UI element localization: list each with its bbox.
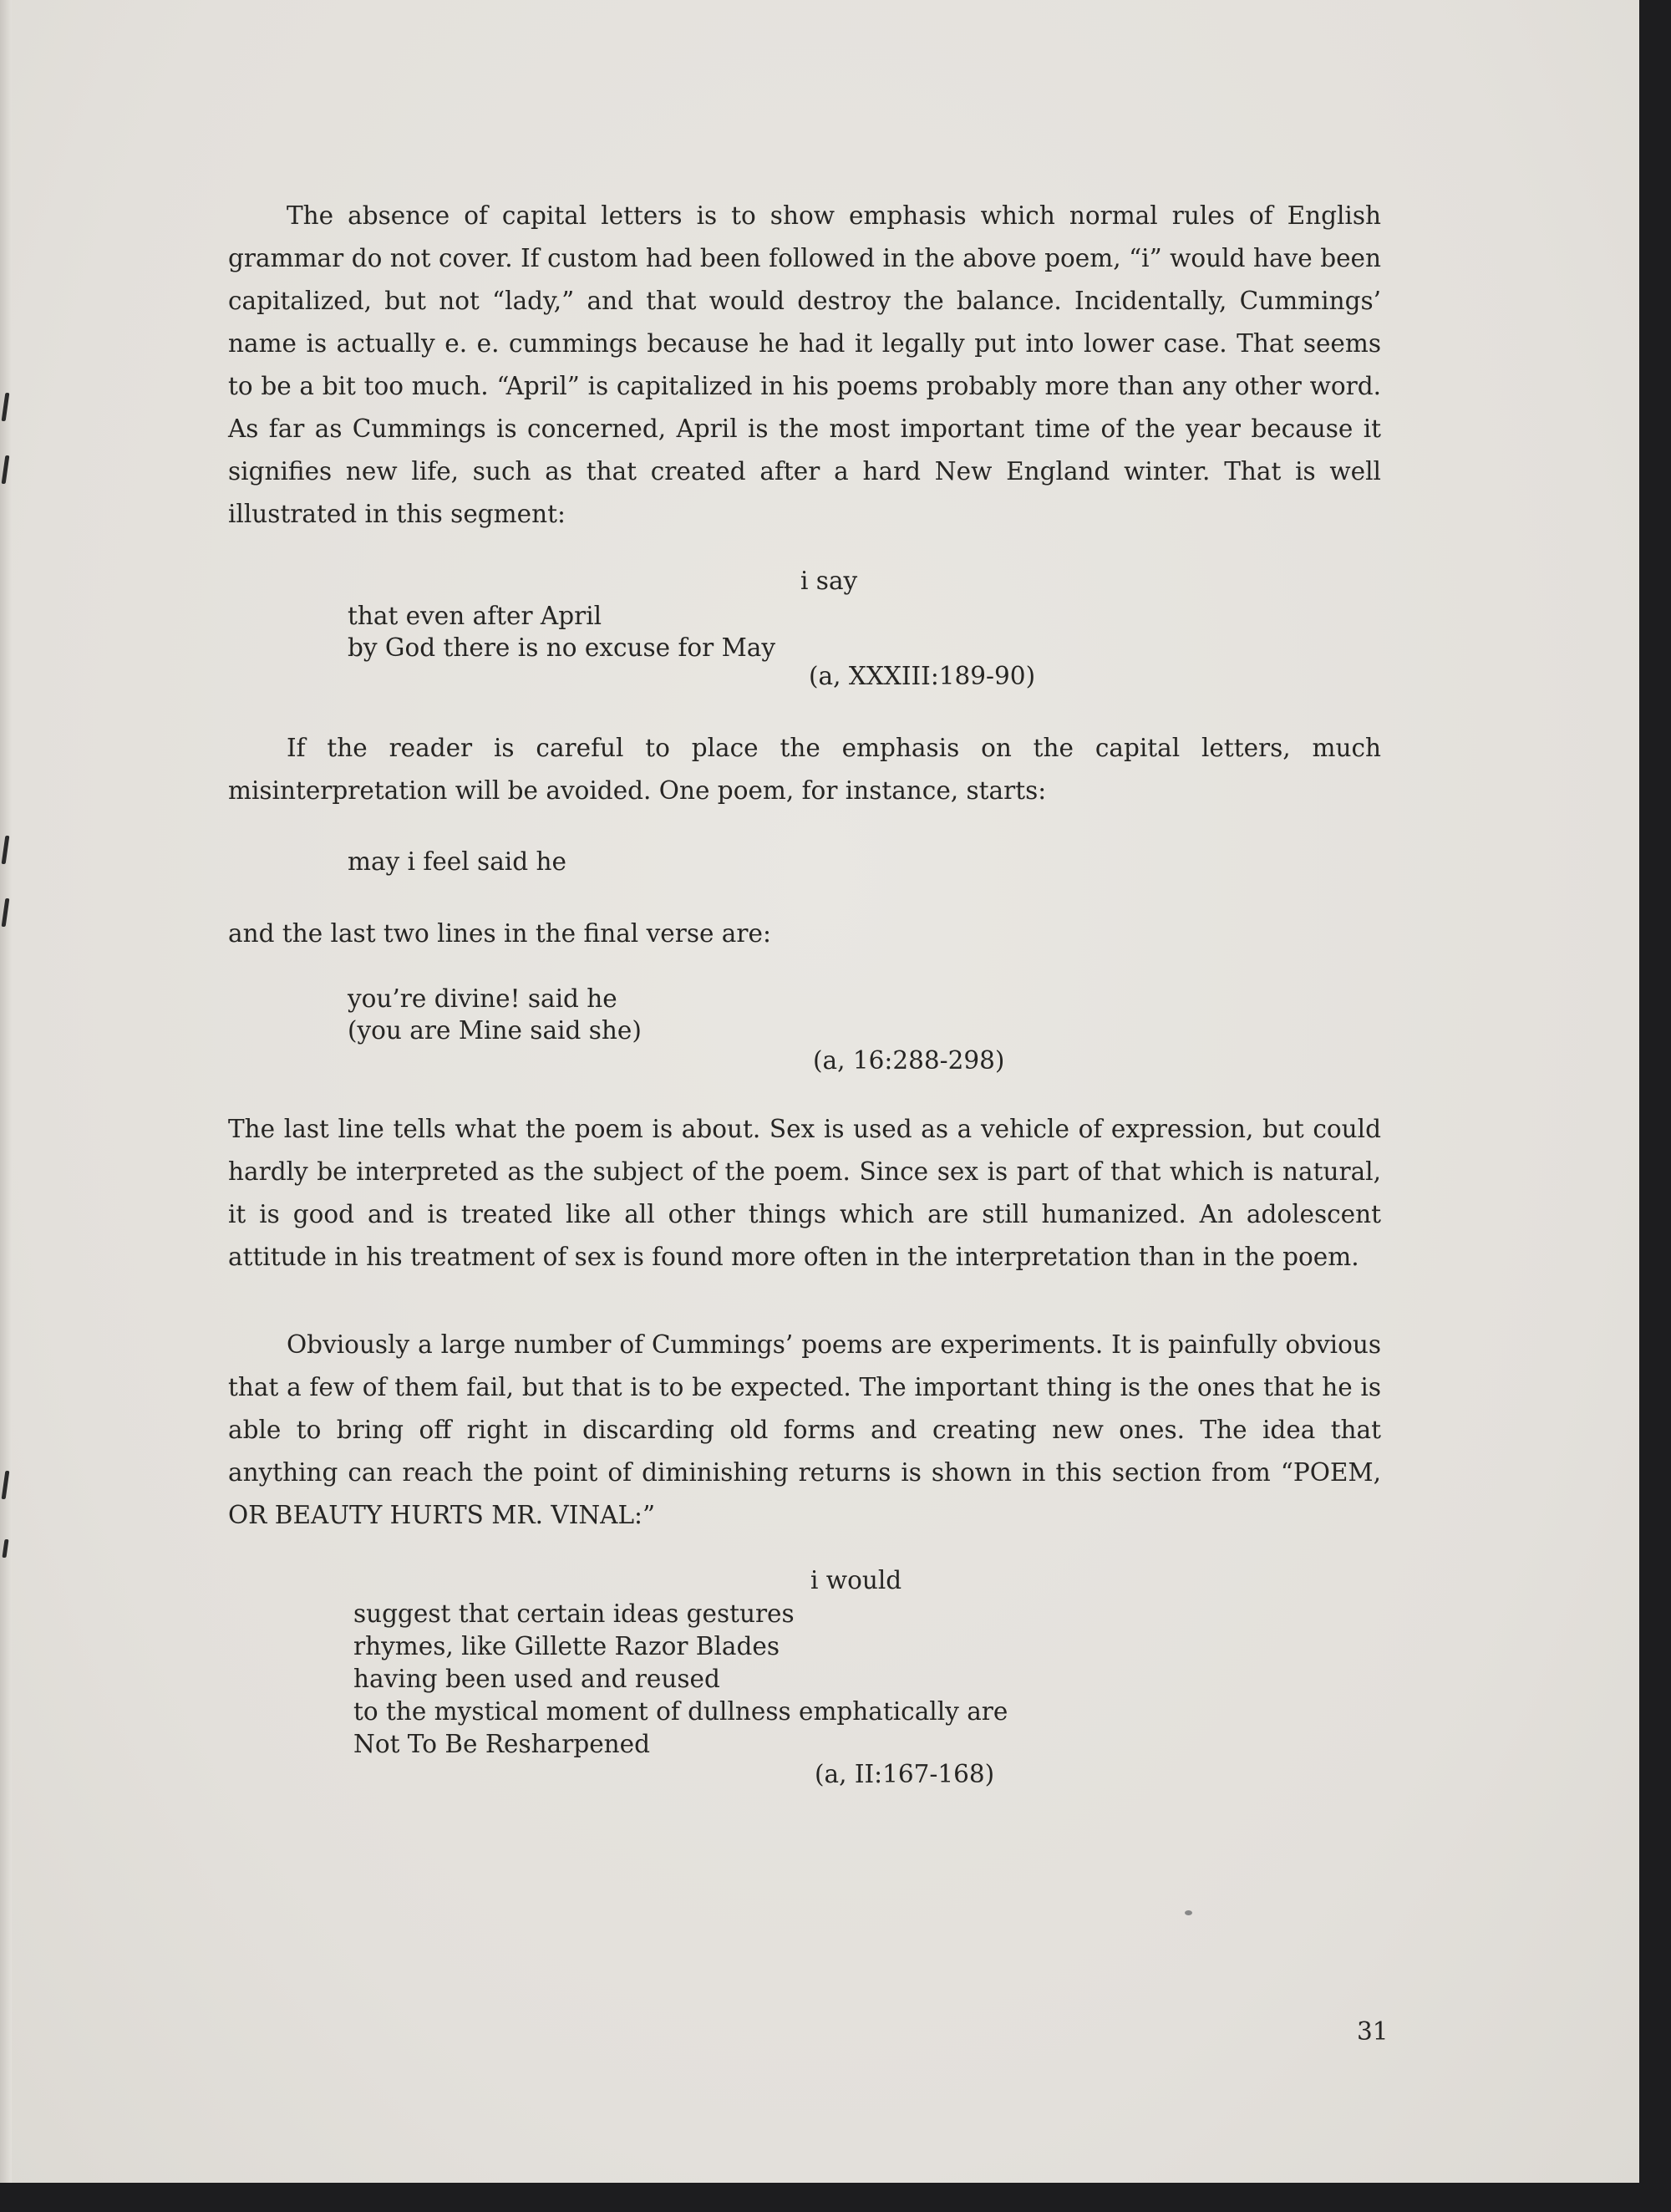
paragraph-2: If the reader is careful to place the emphasis on the capital letters, much misinterpretation will be avoided. One poem, for instance, starts: [228,734,1381,805]
paper-speck [1185,1910,1192,1915]
quote-1-line-2: by God there is no excuse for May [348,633,776,662]
paragraph-5: Obviously a large number of Cummings’ poems are experiments. It is painfully obvious that a few of them fail, but that is to be expected. The important thing is the ones that he is able to bring off right in discarding old forms and creating new ones. The idea that anything can reach the point of diminishing returns is shown in this section from “POEM, OR BEAUTY HURTS MR. VINAL:” [228,1330,1381,1529]
quote-4-line-2: rhymes, like Gillette Razor Blades [353,1632,780,1660]
quote-3-line-2: (you are Mine said she) [348,1016,642,1045]
quote-1-lead: i say [800,567,858,595]
paragraph-1: The absence of capital letters is to show emphasis which normal rules of English grammar do not cover. If custom had been followed in the above poem, “i” would have been capitalized, but not “lady,” and that would destroy the balance. Incidentally, Cummings’ name is actually e. e. cummings because he had it legally put into lower case. That seems to be a bit too much. “April” is capitalized in his poems probably more than any other word. As far as Cummings is concerned, April is the most important time of the year because it signifies new life, such as that created after a hard New England winter. That is well illustrated in this segment: [228,201,1381,528]
quote-4-citation: (a, II:167-168) [815,1760,995,1788]
quote-4-line-1: suggest that certain ideas gestures [353,1599,795,1628]
quote-1-citation: (a, XXXIII:189-90) [809,662,1036,690]
quote-4-lead: i would [810,1566,902,1594]
quote-2-line: may i feel said he [348,847,566,876]
quote-3-line-1: you’re divine! said he [348,984,617,1013]
page-gutter [0,0,12,2183]
paragraph-4: The last line tells what the poem is about. Sex is used as a vehicle of expression, but could hardly be interpreted as the subject of the poem. Since sex is part of that which is natural, it is good and is treated like all other things which are still humanized. An adolescent attitude in his treatment of sex is found more often in the interpretation than in the poem. [228,1115,1381,1271]
quote-4-line-5: Not To Be Resharpened [353,1730,651,1758]
page-number: 31 [1357,2017,1389,2046]
paragraph-3: and the last two lines in the final verse are: [228,919,771,948]
quote-4-line-4: to the mystical moment of dullness emphatically are [353,1697,1008,1726]
quote-3-citation: (a, 16:288-298) [813,1046,1005,1075]
quote-4-line-3: having been used and reused [353,1665,720,1693]
quote-1-line-1: that even after April [348,602,602,630]
